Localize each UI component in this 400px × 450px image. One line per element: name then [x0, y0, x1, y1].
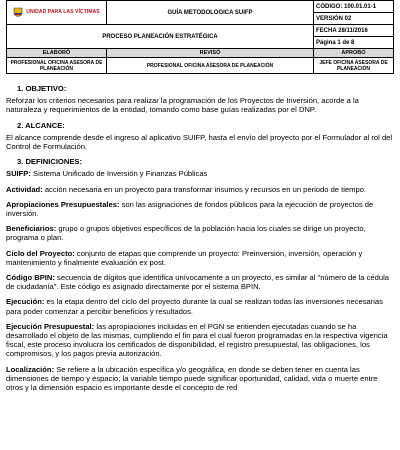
page-number: Página 1 de 8 — [314, 37, 394, 49]
definition-item — [6, 185, 394, 194]
definition-item — [6, 273, 394, 291]
definition-term: Código BPIN: — [6, 273, 55, 283]
coat-of-arms-icon — [13, 7, 23, 17]
objetivo-text: Reforzar los criterios necesarios para realizar la programación de los Proyectos de Inversión, acorde a la naturaleza y requerimientos de la entidad, tomando como base guías realizadas por el DNP. — [6, 96, 359, 115]
definition-item — [6, 224, 394, 242]
document-code: CÓDIGO: 100.01.01-1 — [314, 1, 394, 13]
aprobo-value: JEFE OFICINA ASESORA DE PLANEACIÓN — [314, 58, 394, 74]
definition-term: Actividad: — [6, 184, 43, 194]
section-heading-alcance: 2. ALCANCE: — [17, 120, 65, 130]
definition-item — [6, 200, 394, 218]
aprobo-label: APROBO — [314, 49, 394, 58]
definition-text: grupo o grupos objetivos específicos de la población hacia los cuales se dirige un proyecto, programa o plan. — [6, 224, 366, 243]
definition-term: Ejecución Presupuestal: — [6, 321, 95, 331]
definition-text: es la etapa dentro del ciclo del proyecto durante la cual se realizan todas las inversiones necesarias para poder comenzar a percibir beneficios y resultados. — [6, 297, 383, 316]
document-version: VERSIÓN 02 — [314, 13, 394, 25]
definition-term: Ciclo del Proyecto: — [6, 248, 75, 258]
section-heading-objetivo: 1. OBJETIVO: — [17, 84, 67, 93]
document-title: GUÍA METODOLOGICA SUIFP — [107, 1, 314, 25]
definition-item — [6, 169, 394, 178]
definition-text: secuencia de dígitos que identifica unívocamente a un proyecto, es similar al "número de la cédula de ciudadanía". Este código es asignado directamente por el sistema BPIN. — [6, 273, 389, 292]
logo-cell — [7, 1, 107, 25]
definition-text: Sistema Unificado de Inversión y Finanzas Públicas — [30, 169, 208, 179]
definition-term: Beneficiarios: — [6, 224, 57, 234]
definition-term: SUIFP: — [6, 169, 31, 179]
org-name: UNIDAD PARA LAS VÍCTIMAS — [26, 8, 100, 15]
definition-item — [6, 297, 394, 315]
process-name: PROCESO PLANEACIÓN ESTRATÉGICA — [7, 25, 314, 49]
definition-item — [6, 365, 394, 393]
definition-text: Se refiere a la ubicación específica y/o geográfica, en donde se deben tener en cuenta las dimensiones de tiempo y espacio; la variable tiempo puede significar oportunidad, calidad, vida o muerte entre otros y la dimensión espacio es importante desde el concepto de red — [6, 364, 378, 393]
document-body — [6, 84, 394, 398]
section-heading-definiciones: 3. DEFINICIONES: — [17, 157, 82, 167]
definition-text: las apropiaciones incluidas en el PGN se entienden ejecutadas cuando se ha desarrollado el objeto de las mismas, cumpliendo el fin para el cual fueron programadas en la respectiva vigencia fiscal, este proceso involucra los certificados de disponibilidad, el registro presupuestal, las obligaciones, los compromisos, y los pagos previa autorización. — [6, 321, 388, 359]
definition-term: Ejecución: — [6, 297, 45, 307]
reviso-label: REVISÓ — [107, 49, 314, 58]
document-header-table — [6, 0, 394, 74]
definition-text: son las asignaciones de fondos públicos para la ejecución de proyectos de inversión. — [6, 199, 374, 219]
elaboro-label: ELABORÓ — [7, 49, 107, 58]
elaboro-value: PROFESIONAL OFICINA ASESORA DE PLANEACIÓN — [7, 58, 107, 74]
definition-term: Apropiaciones Presupuestales: — [6, 199, 120, 209]
definition-item — [6, 322, 394, 359]
alcance-text: El alcance comprende desde el ingreso al aplicativo SUIFP, hasta el envío del proyecto por el Formulador al rol del Control de Formulación. — [6, 132, 393, 152]
definition-term: Localización: — [6, 364, 55, 374]
reviso-value: PROFESIONAL OFICINA ASESORA DE PLANEACIÓN — [107, 58, 314, 74]
definition-text: acción necesaria en un proyecto para transformar insumos y recursos en un periodo de tiempo. — [42, 184, 367, 194]
document-date: FECHA 28/11/2016 — [314, 25, 394, 37]
definition-item — [6, 249, 394, 267]
definition-text: conjunto de etapas que comprende un proyecto: Preinversión, inversión, operación y mantenimiento y finalmente evaluación ex post. — [6, 248, 363, 267]
org-logo — [13, 7, 100, 17]
